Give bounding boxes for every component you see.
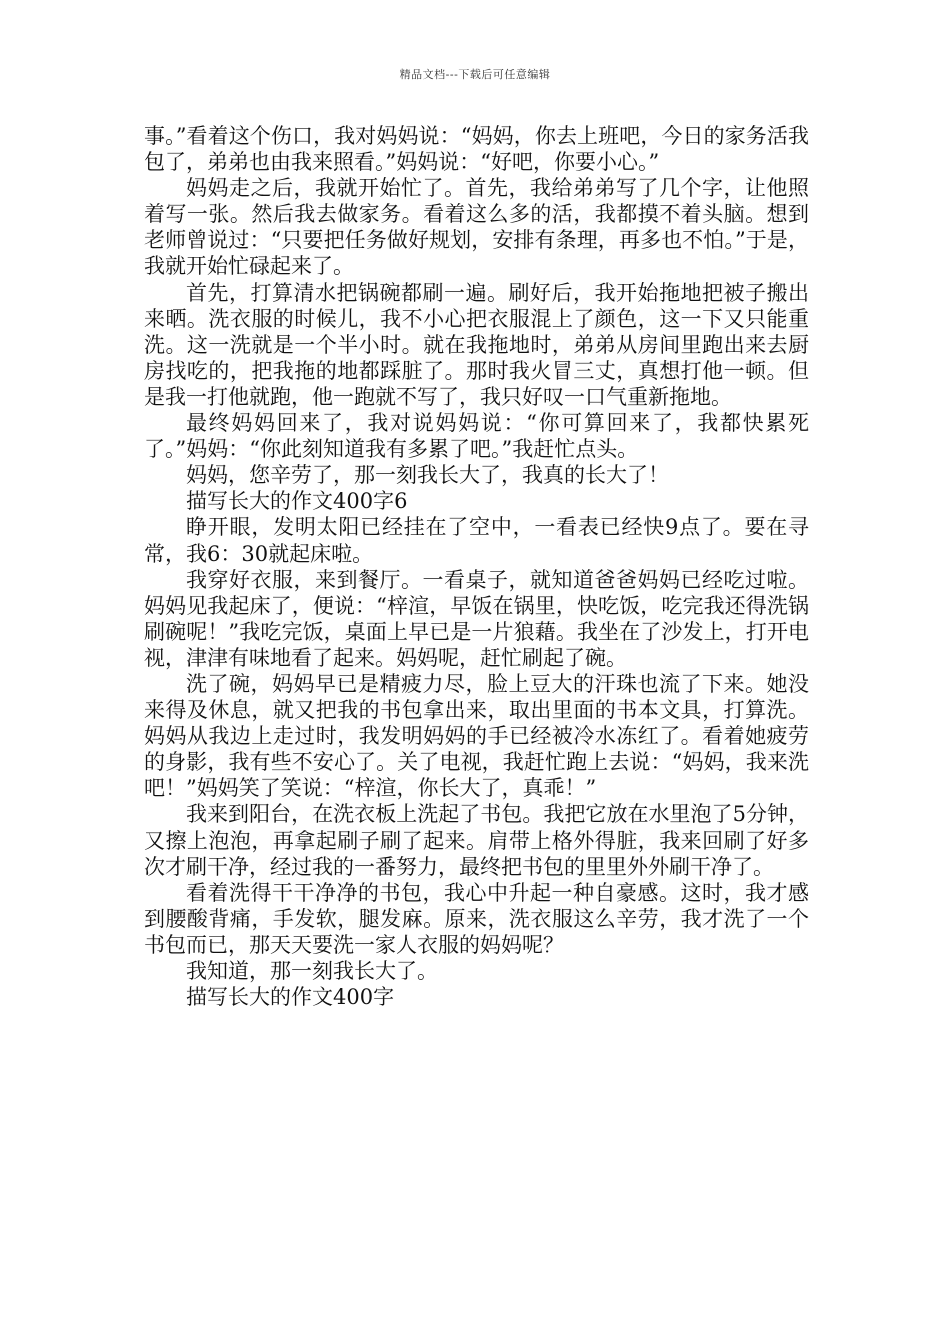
section-heading: 描写长大的作文400字6	[186, 489, 408, 514]
paragraph: 首先，打算清水把锅碗都刷一遍。刷好后，我开始拖地把被子搬出来晒。洗衣服的时候儿，我不小心把衣服混上了颜色，这一下又只能重洗。这一洗就是一个半小时。就在我拖地时，弟弟从房间里跑出来去厨房找吃的，把我拖的地都踩脏了。那时我火冒三丈，真想打他一顿。但是我一打他就跑，他一跑就不写了，我只好叹一口气重新拖地。	[144, 280, 809, 409]
paragraph: 妈妈，您辛劳了，那一刻我长大了，我真的长大了！	[186, 463, 669, 488]
paragraph: 妈妈走之后，我就开始忙了。首先，我给弟弟写了几个字，让他照着写一张。然后我去做家务。看着这么多的活，我都摸不着头脑。想到老师曾说过：“只要把任务做好规划，安排有条理，再多也不怕。”于是，我就开始忙碌起来了。	[144, 176, 809, 279]
paragraph: 事。”看着这个伤口，我对妈妈说：“妈妈，你去上班吧，今日的家务活我包了，弟弟也由我来照看。”妈妈说：“好吧，你要小心。”	[144, 124, 809, 175]
paragraph: 我知道，那一刻我长大了。	[186, 959, 438, 983]
paragraph: 看着洗得干干净净的书包，我心中升起一种自豪感。这时，我才感到腰酸背痛，手发软，腿发麻。原来，洗衣服这么辛劳，我才洗了一个书包而已，那天天要洗一家人衣服的妈妈呢？	[144, 880, 809, 957]
document-body	[144, 123, 809, 1010]
page-header: 精品文档---下载后可任意编辑	[399, 68, 551, 81]
paragraph: 最终妈妈回来了，我对说妈妈说：“你可算回来了，我都快累死了。”妈妈：“你此刻知道我有多累了吧。”我赶忙点头。	[144, 411, 809, 462]
paragraph: 睁开眼，发明太阳已经挂在了空中，一看表已经快9点了。要在寻常，我6：30就起床啦。	[144, 515, 809, 566]
paragraph: 我来到阳台，在洗衣板上洗起了书包。我把它放在水里泡了5分钟，又擦上泡泡，再拿起刷子刷了起来。肩带上格外得脏，我来回刷了好多次才刷干净，经过我的一番努力，最终把书包的里里外外刷干净了。	[144, 802, 809, 879]
paragraph: 洗了碗，妈妈早已是精疲力尽，脸上豆大的汗珠也流了下来。她没来得及休息，就又把我的书包拿出来，取出里面的书本文具，打算洗。妈妈从我边上走过时，我发明妈妈的手已经被冷水冻红了。看着她疲劳的身影，我有些不安心了。关了电视，我赶忙跑上去说：“妈妈，我来洗吧！”妈妈笑了笑说：“梓渲，你长大了，真乖！”	[144, 671, 809, 801]
paragraph: 我穿好衣服，来到餐厅。一看桌子，就知道爸爸妈妈已经吃过啦。妈妈见我起床了，便说：“梓渲，早饭在锅里，快吃饭，吃完我还得洗锅刷碗呢！”我吃完饭，桌面上早已是一片狼藉。我坐在了沙发上，打开电视，津津有味地看了起来。妈妈呢，赶忙刷起了碗。	[144, 567, 809, 670]
section-heading: 描写长大的作文400字	[186, 985, 395, 1010]
